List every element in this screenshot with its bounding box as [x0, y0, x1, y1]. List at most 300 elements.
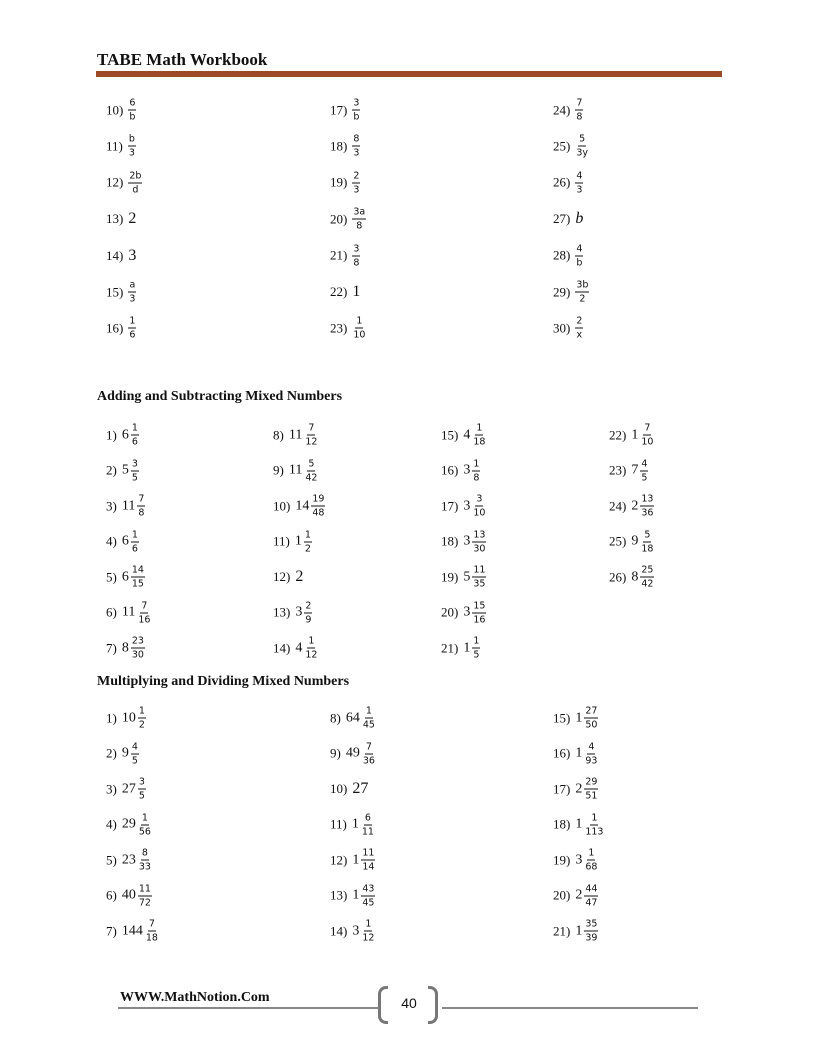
answer-number: 17)	[330, 102, 348, 117]
fraction-denominator: 68	[585, 861, 598, 873]
fraction	[138, 777, 146, 802]
fraction-denominator: 45	[362, 719, 375, 731]
fraction-numerator: 4	[576, 170, 583, 182]
fraction-numerator: 1	[141, 812, 148, 823]
whole-number: 3	[463, 604, 471, 620]
answer-number: 1)	[106, 710, 117, 725]
fraction	[138, 812, 152, 837]
fraction-denominator: 48	[312, 507, 325, 519]
answer-item	[106, 423, 139, 448]
fraction	[352, 243, 360, 268]
fraction-numerator: 23	[131, 635, 144, 647]
answer-item	[330, 170, 360, 195]
fraction-denominator: 8	[576, 111, 583, 123]
whole-number: 3	[295, 604, 303, 620]
fraction-numerator: 35	[585, 918, 598, 930]
whole-number: 1	[575, 923, 583, 938]
fraction-numerator: 2	[353, 170, 360, 182]
whole-number: 23	[121, 852, 136, 867]
answer-item	[273, 494, 325, 519]
fraction-denominator: 9	[305, 614, 312, 625]
answer-number: 10)	[273, 498, 291, 513]
fraction	[640, 458, 648, 483]
fraction	[352, 207, 366, 232]
fraction-denominator: 2	[138, 719, 145, 731]
fraction-denominator: 5	[641, 472, 648, 483]
fraction-numerator: 5	[579, 133, 586, 145]
answer-item	[106, 883, 152, 908]
fraction-numerator: 3	[353, 97, 360, 109]
answer-number: 6)	[106, 604, 117, 620]
fraction	[584, 777, 598, 802]
fraction-denominator: d	[132, 184, 139, 196]
fraction-denominator: 3y	[576, 147, 589, 159]
answer-value: 27	[352, 780, 369, 797]
answer-item	[330, 741, 376, 766]
answer-item	[106, 565, 145, 590]
answer-item	[106, 134, 136, 159]
fraction-numerator: 14	[131, 564, 144, 576]
answer-item	[553, 919, 598, 944]
answer-value: 2	[295, 568, 304, 585]
fraction-numerator: 6	[364, 812, 371, 823]
answer-number: 10)	[330, 781, 348, 796]
answer-number: 25)	[609, 533, 627, 549]
answer-number: 18)	[441, 533, 459, 549]
fraction-numerator: 2	[576, 315, 583, 327]
whole-number: 14	[295, 498, 310, 513]
answer-number: 5)	[106, 569, 117, 584]
answer-number: 16)	[441, 462, 459, 478]
answer-item	[553, 170, 583, 195]
fraction-numerator: 13	[641, 493, 654, 505]
fraction-numerator: 4	[131, 741, 138, 752]
whole-number: 49	[345, 745, 360, 761]
fraction-numerator: 44	[585, 883, 598, 894]
fraction	[472, 458, 480, 483]
answer-item	[106, 919, 159, 944]
fraction-numerator: 1	[308, 635, 315, 647]
answer-number: 11)	[273, 533, 290, 549]
fraction	[352, 316, 366, 341]
whole-number: 4	[295, 640, 303, 655]
fraction	[575, 98, 583, 123]
fraction-denominator: 30	[131, 649, 144, 661]
fraction	[584, 706, 598, 731]
fraction	[131, 741, 139, 766]
fraction-numerator: 7	[576, 97, 583, 109]
answer-item	[330, 706, 376, 731]
answer-item	[609, 494, 654, 519]
answer-number: 4)	[106, 533, 117, 549]
fraction-denominator: 6	[129, 329, 136, 341]
answer-number: 3)	[106, 781, 117, 796]
answer-number: 19)	[330, 174, 348, 190]
fraction	[137, 494, 145, 519]
answer-number: 21)	[330, 247, 348, 263]
whole-number: 2	[575, 887, 583, 903]
fraction-numerator: 19	[312, 493, 325, 505]
fraction-numerator: 7	[308, 422, 315, 434]
answer-value: 1	[352, 283, 361, 300]
fraction	[575, 134, 589, 159]
answer-item	[609, 458, 648, 483]
header-rule	[96, 71, 722, 77]
answer-number: 16)	[106, 320, 124, 336]
whole-number: 9	[631, 533, 639, 549]
whole-number: 4	[463, 427, 471, 442]
answer-number: 20)	[330, 211, 348, 227]
answer-item	[553, 98, 583, 123]
answer-item	[553, 741, 598, 766]
fraction-denominator: 8	[356, 220, 363, 232]
fraction-numerator: 5	[644, 529, 651, 540]
answer-number: 15)	[441, 427, 459, 442]
answer-number: 14)	[273, 640, 291, 655]
answer-number: 14)	[106, 247, 124, 263]
whole-number: 1	[351, 816, 359, 832]
fraction	[361, 919, 375, 944]
fraction	[584, 812, 604, 837]
answer-item	[106, 247, 136, 265]
answer-item	[553, 280, 589, 305]
answer-number: 13)	[273, 604, 291, 620]
whole-number: 8	[631, 569, 639, 584]
fraction-numerator: 8	[353, 133, 360, 145]
answer-item	[273, 636, 318, 661]
answer-item	[106, 741, 139, 766]
answer-item	[106, 529, 139, 554]
fraction-numerator: 13	[473, 529, 486, 540]
fraction-numerator: 3	[353, 243, 360, 255]
answer-value: 3	[128, 246, 137, 264]
answer-item	[106, 706, 146, 731]
fraction-numerator: 1	[365, 918, 372, 930]
whole-number: 1	[631, 427, 639, 442]
whole-number: 11	[288, 462, 303, 478]
fraction-denominator: 36	[362, 755, 375, 766]
answer-number: 17)	[441, 498, 459, 513]
answer-item	[273, 568, 303, 586]
answer-item	[330, 243, 360, 268]
fraction	[131, 565, 145, 590]
section-title-multiplying-dividing: Multiplying and Dividing Mixed Numbers	[97, 674, 350, 689]
whole-number: 1	[575, 710, 583, 725]
fraction	[361, 848, 375, 873]
footer-website: WWW.MathNotion.Com	[120, 990, 270, 1005]
answer-item	[553, 134, 589, 159]
fraction-numerator: 27	[585, 705, 598, 717]
answer-item	[553, 243, 583, 268]
fraction	[128, 280, 136, 305]
answer-number: 15)	[106, 284, 124, 299]
fraction-denominator: 3	[353, 147, 360, 159]
whole-number: 29	[121, 816, 136, 832]
answer-item	[441, 565, 486, 590]
answer-number: 17)	[553, 781, 571, 796]
answer-item	[330, 780, 368, 798]
fraction-denominator: 2	[579, 293, 586, 305]
fraction-numerator: 1	[588, 847, 595, 859]
answer-number: 6)	[106, 887, 117, 903]
answer-item	[609, 565, 654, 590]
whole-number: 27	[121, 781, 136, 796]
answer-number: 8)	[273, 427, 284, 442]
answer-number: 29)	[553, 284, 571, 299]
fraction-numerator: 7	[141, 600, 148, 611]
fraction-numerator: 25	[641, 564, 654, 576]
section-title-adding-subtracting: Adding and Subtracting Mixed Numbers	[97, 389, 343, 404]
fraction	[131, 636, 145, 661]
fraction-numerator: 1	[131, 422, 138, 434]
fraction	[128, 170, 142, 195]
answer-item	[441, 600, 486, 625]
fraction-numerator: b	[128, 133, 135, 145]
whole-number: 5	[463, 569, 471, 584]
whole-number: 1	[352, 887, 360, 903]
answer-item	[553, 883, 598, 908]
answer-item	[553, 812, 604, 837]
fraction-denominator: 45	[362, 897, 375, 908]
fraction-denominator: 2	[304, 543, 311, 554]
answer-item	[553, 848, 598, 873]
fraction	[304, 529, 312, 554]
whole-number: 2	[631, 498, 639, 513]
answer-item	[441, 494, 486, 519]
fraction-numerator: 1	[131, 529, 138, 540]
fraction-numerator: 1	[129, 315, 136, 327]
answer-number: 8)	[330, 710, 341, 725]
fraction	[128, 98, 136, 123]
whole-number: 11	[121, 604, 136, 620]
fraction-denominator: 3	[353, 184, 360, 196]
fraction	[304, 636, 318, 661]
answer-number: 22)	[609, 427, 627, 442]
fraction-denominator: x	[576, 329, 583, 341]
answer-item	[441, 423, 486, 448]
fraction-numerator: 29	[585, 776, 598, 788]
fraction-numerator: 4	[576, 243, 583, 255]
answer-item	[330, 316, 366, 341]
whole-number: 3	[463, 498, 471, 513]
whole-number: 9	[121, 745, 129, 761]
fraction-denominator: 56	[138, 826, 151, 837]
answer-value: b	[575, 210, 584, 228]
fraction-denominator: 47	[585, 897, 598, 908]
fraction	[361, 812, 375, 837]
answer-value: 2	[128, 210, 137, 228]
fraction-denominator: 113	[585, 826, 604, 837]
answer-number: 25)	[553, 138, 571, 154]
fraction-numerator: 6	[129, 97, 136, 109]
fraction-numerator: 8	[141, 847, 148, 859]
whole-number: 1	[575, 816, 583, 832]
fraction-denominator: 16	[138, 614, 151, 625]
fraction-denominator: 15	[131, 578, 144, 590]
answer-number: 13)	[106, 211, 124, 227]
fraction-denominator: 8	[353, 257, 360, 269]
fraction-numerator: 3	[138, 776, 145, 788]
whole-number: 3	[463, 533, 471, 549]
answer-number: 11)	[330, 816, 347, 832]
answer-item	[106, 777, 146, 802]
fraction-denominator: b	[576, 257, 583, 269]
fraction-numerator: 15	[473, 600, 486, 611]
fraction-numerator: 3a	[353, 206, 366, 218]
answer-number: 24)	[609, 498, 627, 513]
answer-number: 26)	[553, 174, 571, 190]
fraction-numerator: 2b	[129, 170, 142, 182]
fraction-numerator: 5	[308, 458, 315, 469]
answer-item	[330, 883, 375, 908]
fraction	[304, 423, 318, 448]
fraction	[640, 423, 654, 448]
fraction-denominator: 5	[473, 649, 480, 661]
fraction	[584, 848, 598, 873]
whole-number: 6	[121, 569, 129, 584]
fraction-denominator: 12	[362, 932, 375, 944]
fraction-numerator: 1	[356, 315, 363, 327]
answer-number: 7)	[106, 640, 117, 655]
fraction	[472, 529, 486, 554]
fraction-denominator: 93	[585, 755, 598, 766]
answer-item	[106, 600, 151, 625]
fraction-denominator: 18	[145, 932, 158, 944]
answer-number: 2)	[106, 462, 117, 478]
answer-item	[273, 458, 318, 483]
workbook-title: TABE Math Workbook	[97, 50, 268, 69]
fraction	[584, 919, 598, 944]
answer-item	[106, 848, 152, 873]
fraction-numerator: 7	[365, 741, 372, 752]
answer-number: 16)	[553, 745, 571, 761]
answer-number: 27)	[553, 211, 571, 227]
fraction-denominator: b	[129, 111, 136, 123]
fraction	[575, 243, 583, 268]
answer-item	[609, 529, 654, 554]
fraction-numerator: 7	[138, 493, 145, 505]
answer-number: 24)	[553, 102, 571, 117]
fraction-denominator: 5	[131, 472, 138, 483]
fraction-denominator: 72	[138, 897, 151, 908]
whole-number: 3	[463, 462, 471, 478]
answer-item	[273, 529, 312, 554]
answer-item	[106, 494, 145, 519]
fraction	[138, 848, 152, 873]
fraction-denominator: 10	[473, 507, 486, 519]
whole-number: 144	[121, 923, 143, 938]
answer-item	[330, 812, 375, 837]
fraction-numerator: 1	[591, 812, 598, 823]
answer-item	[553, 316, 583, 341]
fraction-denominator: 8	[138, 507, 145, 519]
answer-item	[441, 458, 480, 483]
fraction-denominator: b	[353, 111, 360, 123]
whole-number: 1	[463, 640, 471, 655]
answer-item	[273, 600, 312, 625]
answer-number: 30)	[553, 320, 571, 336]
fraction-denominator: 33	[138, 861, 151, 873]
fraction-denominator: 18	[641, 543, 654, 554]
fraction-numerator: 1	[365, 705, 372, 717]
fraction	[304, 458, 318, 483]
fraction-numerator: 11	[362, 847, 375, 859]
whole-number: 1	[352, 852, 360, 867]
fraction-denominator: 3	[576, 184, 583, 196]
fraction	[128, 316, 136, 341]
fraction	[138, 706, 146, 731]
whole-number: 8	[121, 640, 129, 655]
whole-number: 7	[631, 462, 639, 478]
page-number-bracket-left	[378, 986, 388, 1024]
fraction	[352, 134, 360, 159]
whole-number: 6	[121, 533, 129, 549]
fraction	[584, 883, 598, 908]
fraction-numerator: 7	[644, 422, 651, 434]
answer-item	[106, 458, 139, 483]
fraction-denominator: 39	[585, 932, 598, 944]
answer-number: 9)	[273, 462, 284, 478]
fraction	[472, 423, 486, 448]
answer-number: 2)	[106, 745, 117, 761]
fraction-denominator: 3	[129, 293, 136, 305]
fraction-numerator: 3	[476, 493, 483, 505]
answer-item	[106, 210, 136, 228]
answer-number: 9)	[330, 745, 341, 761]
fraction	[575, 280, 589, 305]
fraction-numerator: 4	[641, 458, 648, 469]
fraction-numerator: a	[129, 279, 136, 291]
answer-item	[609, 423, 654, 448]
fraction-numerator: 3b	[576, 279, 589, 291]
fraction-denominator: 10	[353, 329, 366, 341]
fraction-numerator: 1	[138, 705, 145, 717]
fraction-denominator: 12	[305, 649, 318, 661]
answer-number: 11)	[106, 138, 123, 154]
fraction-numerator: 1	[476, 422, 483, 434]
answer-number: 3)	[106, 498, 117, 513]
fraction	[128, 134, 136, 159]
answer-item	[553, 210, 583, 228]
fraction	[131, 423, 139, 448]
answer-number: 21)	[553, 923, 571, 938]
answer-number: 28)	[553, 247, 571, 263]
fraction	[640, 529, 654, 554]
footer-rule-right	[442, 1007, 698, 1009]
whole-number: 3	[352, 923, 360, 938]
answer-number: 20)	[553, 887, 571, 903]
page-number: 40	[401, 995, 417, 1011]
answer-number: 4)	[106, 816, 117, 832]
answer-number: 1)	[106, 427, 117, 442]
whole-number: 3	[575, 852, 583, 867]
fraction	[361, 883, 375, 908]
answer-item	[106, 812, 152, 837]
fraction-denominator: 14	[362, 861, 375, 873]
fraction-numerator: 7	[148, 918, 155, 930]
fraction-denominator: 30	[473, 543, 486, 554]
answer-item	[330, 134, 360, 159]
fraction	[472, 494, 486, 519]
answer-number: 15)	[553, 710, 571, 725]
fraction-denominator: 11	[361, 826, 374, 837]
answer-number: 12)	[330, 852, 348, 867]
answer-item	[553, 777, 598, 802]
fraction	[640, 494, 654, 519]
fraction	[131, 458, 139, 483]
whole-number: 1	[575, 745, 583, 761]
fraction-denominator: 42	[305, 472, 318, 483]
